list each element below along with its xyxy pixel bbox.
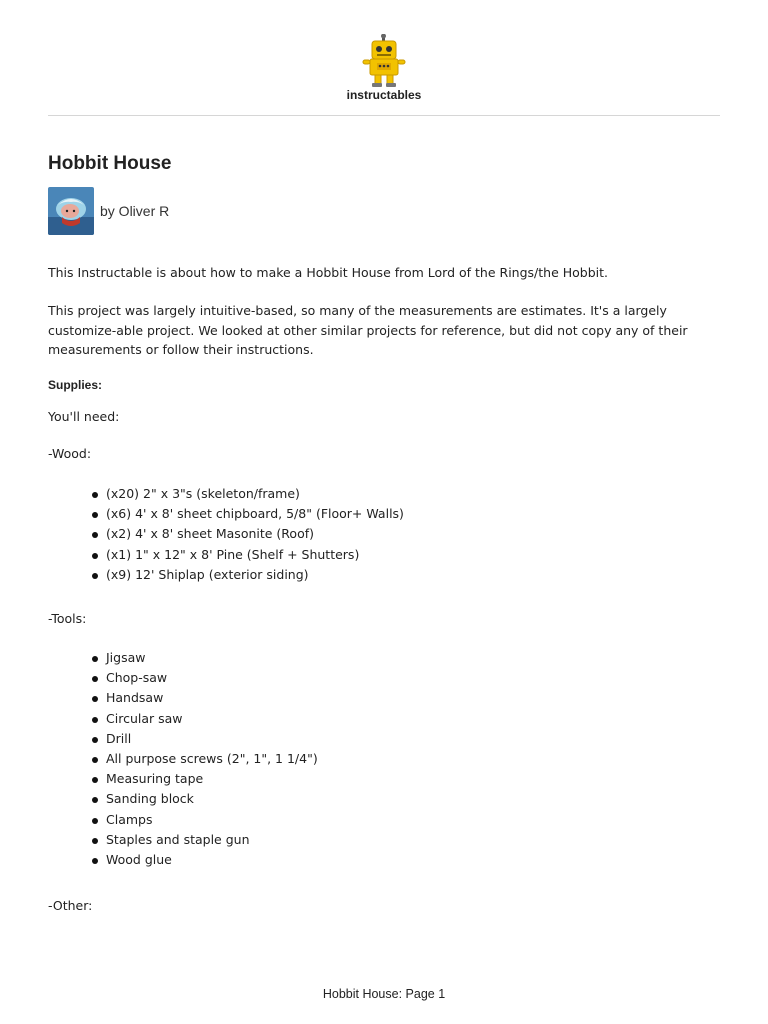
list-item: (x20) 2" x 3"s (skeleton/frame) (92, 484, 404, 504)
header-divider (48, 115, 720, 116)
page-footer: Hobbit House: Page 1 (322, 987, 446, 1001)
brand-name[interactable]: instructables (346, 88, 422, 102)
list-item: Chop-saw (92, 668, 318, 688)
list-item: (x6) 4' x 8' sheet chipboard, 5/8" (Floor+ Walls) (92, 504, 404, 524)
other-heading: -Other: (48, 898, 93, 913)
tools-heading: -Tools: (48, 611, 87, 626)
list-item: Clamps (92, 810, 318, 830)
list-item: Circular saw (92, 709, 318, 729)
project-paragraph: This project was largely intuitive-based, so many of the measurements are estimates. It's a largely customize-able project. We looked at other similar projects for reference, but did not copy any of their measurements or follow their instructions. (48, 303, 688, 357)
list-item: Sanding block (92, 789, 318, 809)
list-item: (x1) 1" x 12" x 8' Pine (Shelf + Shutters) (92, 545, 404, 565)
article-title: Hobbit House (48, 153, 172, 174)
list-item: Handsaw (92, 688, 318, 708)
list-item: Wood glue (92, 850, 318, 870)
list-item: Staples and staple gun (92, 830, 318, 850)
intro-paragraph: This Instructable is about how to make a Hobbit House from Lord of the Rings/the Hobbit. (48, 265, 609, 280)
author-name[interactable]: by Oliver R (100, 203, 170, 219)
list-item: (x9) 12' Shiplap (exterior siding) (92, 565, 404, 585)
list-item: Jigsaw (92, 648, 318, 668)
tools-list (92, 648, 318, 870)
list-item: Measuring tape (92, 769, 318, 789)
page-header (0, 0, 768, 116)
wood-list (92, 484, 404, 585)
need-text: You'll need: (48, 409, 120, 424)
supplies-heading: Supplies: (48, 378, 103, 392)
robot-mascot-icon (360, 34, 408, 88)
author-avatar[interactable] (48, 187, 94, 235)
list-item: Drill (92, 729, 318, 749)
list-item: (x2) 4' x 8' sheet Masonite (Roof) (92, 524, 404, 544)
wood-heading: -Wood: (48, 446, 92, 461)
list-item: All purpose screws (2", 1", 1 1/4") (92, 749, 318, 769)
